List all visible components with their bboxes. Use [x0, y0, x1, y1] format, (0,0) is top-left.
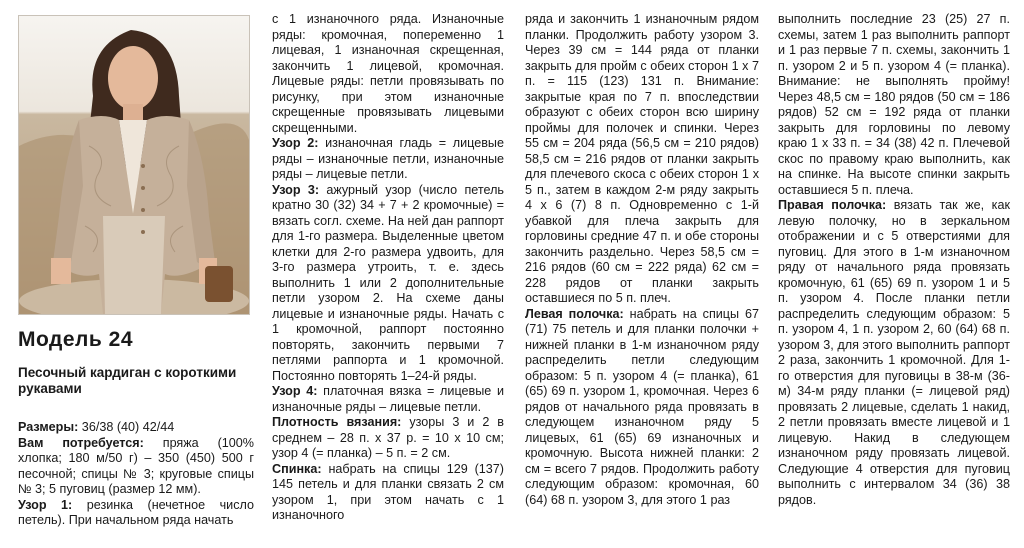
- model-photo: [18, 15, 250, 315]
- paragraph: Левая полочка: набрать на спицы 67 (71) 75 петель и для планки полочки + нижней планки в 1-м изнаночном ряду распределить петли следующим образом: 5 п. узором 4 (= планка), 61 (65) 69 п. узором 1, кромочная. Через 6 рядов от начального ряда провязать в следующем изнаночном ряду 5 лицевых, 61 (65) 69 изнаночных и кромочную. Высота нижней планки: 2 см = всего 7 рядов. Продолжить работу следующим образом: кромочная, 60 (64) 68 п. узором 3, для этого 1 раз: [525, 306, 759, 507]
- paragraph: Плотность вязания: узоры 3 и 2 в среднем – 28 п. х 37 р. = 10 х 10 см; узор 4 (= планка) – 5 п. = 2 см.: [272, 415, 504, 460]
- paragraph: Узор 4: платочная вязка = лицевые и изнаночные ряды – лицевые петли.: [272, 384, 504, 414]
- paragraph: Узор 1: резинка (нечетное число петель). При начальном ряда начать: [18, 497, 254, 527]
- model-title: Модель 24: [18, 328, 133, 351]
- paragraph: Узор 3: ажурный узор (число петель кратно 30 (32) 34 + 7 + 2 кромочные) = вязать согл. схеме. На ней дан раппорт для 1-го размера. Выделенные цветом клетки для 2-го размера удвоить, для 3-го размера утроить, т. е. здесь выполнить 1 или 2 дополнительные петли узором 2. На схеме даны лицевые и изнаночные ряды. Начать с 1 кромочной, раппорт постоянно повторять, закончить первыми 7 петлями раппорта и 1 кромочной. Постоянно повторять 1–24-й ряды.: [272, 182, 504, 383]
- text-column-3: [525, 12, 759, 508]
- paragraph: Вам потребуется: пряжа (100% хлопка; 180 м/50 г) – 350 (450) 500 г песочной; спицы № 3; круговые спицы № 3; 5 пуговиц (размер 12 мм).: [18, 435, 254, 496]
- model-subtitle: Песочный кардиган с короткими рукавами: [18, 365, 237, 396]
- paragraph: Размеры: 36/38 (40) 42/44: [18, 420, 175, 434]
- paragraph: с 1 изнаночного ряда. Изнаночные ряды: кромочная, попеременно 1 лицевая, 1 изнаночная скрещенная, закончить 1 лицевой, кромочная. Лицевые ряды: петли провязывать по рисунку, при этом изнаночные скрещенные провязывать лицевыми скрещенными.: [272, 12, 504, 135]
- paragraph: ряда и закончить 1 изнаночным рядом планки. Продолжить работу узором 3. Через 39 см = 144 ряда от планки закрыть для пройм с обеих сторон 1 х 7 п. = 115 (123) 131 п. Внимание: закрытые края по 7 п. впоследствии образуют с обеих сторон всю ширину проймы для полочек и спинки. Через 55 см = 204 ряда (56,5 см = 210 рядов) 58,5 см = 216 рядов от планки закрыть для плечевого скоса с обеих сторон 1 х 5 п., затем в каждом 2-м ряду закрыть 4 х 6 (7) 8 п. Одновременно с 1-й убавкой для плеча закрыть для горловины средние 47 п. и обе стороны закончить раздельно. Через 58,5 см = 216 рядов (60 см = 222 ряда) 62 см = 228 рядов от планки закрыть оставшиеся по 5 п. плеч.: [525, 12, 759, 305]
- text-column-2: [272, 12, 504, 524]
- text-column-4: [778, 12, 1010, 508]
- text-column-1: [18, 420, 254, 529]
- paragraph: Узор 2: изнаночная гладь = лицевые ряды – изнаночные петли, изнаночные ряды – лицевые петли.: [272, 136, 504, 181]
- paragraph: Правая полочка: вязать так же, как левую полочку, но в зеркальном отображении и с 5 отверстиями для пуговиц. Для этого в 1-м изнаночном ряду от начального ряда провязать кромочную, 61 (65) 69 п. узором 1 и 5 п. узором 4. После планки петли распределить следующим образом: 5 п. узором 4, 1 п. узором 2, 60 (64) 68 п. узором 3, для этого выполнить раппорт 2 раза, закончить 1 кромочной. Для 1-го отверстия для пуговицы в 38-м (36-м) 34-м ряду планки (= лицевой ряд) провязать 2 лицевые, сделать 1 накид, 2 петли провязать вместе лицевой и 1 лицевую. Накид в следующем изнаночном ряду провязать лицевой. Следующие 4 отверстия для пуговиц выполнить с интервалом 34 (36) 38 рядов.: [778, 198, 1010, 507]
- paragraph: Спинка: набрать на спицы 129 (137) 145 петель и для планки связать 2 см узором 1, при этом начать с 1 изнаночного: [272, 461, 504, 522]
- paragraph: выполнить последние 23 (25) 27 п. схемы, затем 1 раз выполнить раппорт и 1 раз первые 7 п. схемы, закончить 1 п. узором 2 и 5 п. узором 4 (= планка). Внимание: не выполнять пройму! Через 48,5 см = 180 рядов (50 см = 186 рядов) 52 см = 192 ряда от планки закрыть для горловины по левому краю 1 х 33 п. = 34 (38) 42 п. Плечевой скос по правому краю выполнить, как на спинке. На высоте спинки закрыть оставшиеся 5 п. плеча.: [778, 12, 1010, 197]
- photo-illustration: [19, 16, 249, 314]
